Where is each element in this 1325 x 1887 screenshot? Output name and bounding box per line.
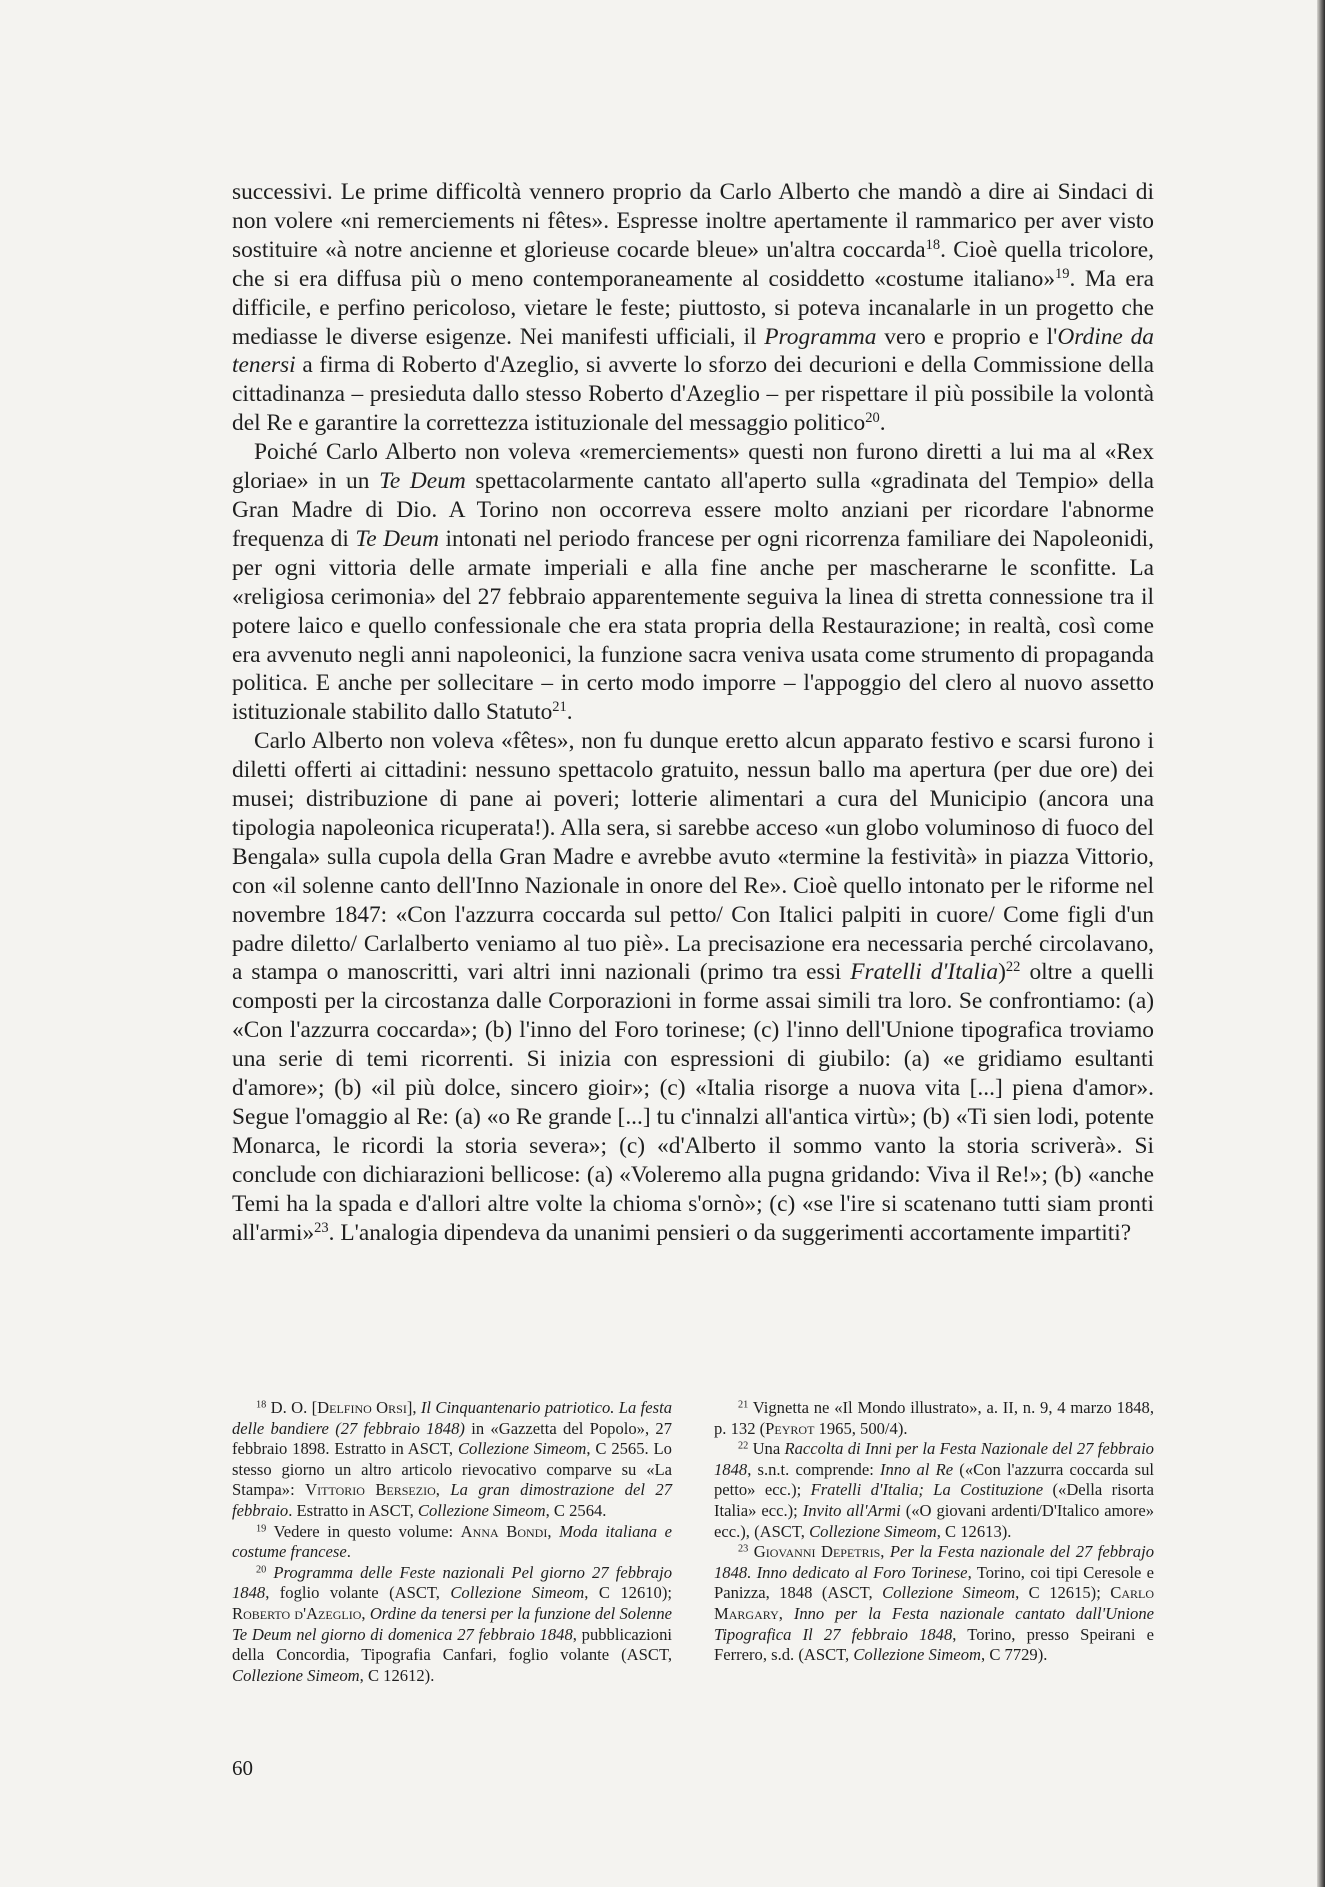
italic-title: Collezione Simeom xyxy=(457,1439,587,1459)
footnote-ref-19[interactable]: 19 xyxy=(1055,265,1070,282)
text-run: 1965, 500/4). xyxy=(814,1418,908,1438)
text-run: . L'analogia dipendeva da unanimi pensieri o da suggerimenti accortamente impartiti? xyxy=(328,1219,1132,1246)
text-run: («Con l'azzurra coccarda sul petto» ecc.); xyxy=(714,1459,1154,1500)
footnote-23 xyxy=(714,1542,1154,1666)
text-run: , xyxy=(778,1603,794,1623)
footnote-18 xyxy=(232,1398,672,1522)
paragraph-3 xyxy=(232,727,1154,1247)
footnote-number: 18 xyxy=(256,1399,267,1411)
text-run: , xyxy=(880,1542,890,1562)
italic-title: Collezione Simeom xyxy=(853,1645,982,1665)
text-run: , pubblicazioni della Concordia, Tipografia Canfari, foglio volante (ASCT, xyxy=(232,1624,672,1665)
text-run: , xyxy=(547,1521,560,1541)
text-run: , xyxy=(435,1480,451,1500)
italic-title: Collezione Simeom xyxy=(417,1500,546,1520)
italic-title: Per la Festa nazionale del 27 febbrajo 1848. Inno dedicato al Foro Torinese xyxy=(714,1542,1155,1582)
italic-title: Inno per la Festa nazionale cantato dall'Unione Tipografica Il 27 febbraio 1848 xyxy=(714,1603,1154,1644)
text-run: D. O. [ xyxy=(266,1398,318,1417)
text-run: , Torino, presso Speirani e Ferrero, s.d. (ASCT, xyxy=(714,1624,1154,1665)
italic-title: Te Deum xyxy=(355,525,439,552)
text-run: . xyxy=(879,410,886,437)
italic-title: Raccolta di Inni per la Festa Nazionale del 27 febbraio 1848 xyxy=(714,1439,1154,1479)
text-run: vero e proprio e l' xyxy=(876,323,1058,350)
paragraph-2 xyxy=(232,438,1154,727)
text-run: successivi. Le prime difficoltà vennero proprio da Carlo Alberto che mandò a dire ai Sindaci di non volere «ni remerciements ni fêtes». Espresse inoltre apertamente il rammarico per aver visto sostituire «à notre ancienne et glorieuse cocarde bleue» un'altra coccarda xyxy=(232,179,1154,263)
italic-title: Programma delle Feste nazionali Pel giorno 27 febbrajo 1848 xyxy=(232,1562,672,1603)
italic-title: Il Cinquantenario patriotico. La festa delle bandiere (27 febbraio 1848) xyxy=(232,1398,673,1438)
text-run: Vignetta ne «Il Mondo illustrato», a. II, n. 9, 4 marzo 1848, p. 132 ( xyxy=(714,1398,1154,1438)
italic-title: Collezione Simeom xyxy=(882,1583,1016,1603)
footnote-number: 22 xyxy=(738,1440,749,1452)
text-run: intonati nel periodo francese per ogni ricorrenza familiare dei Napoleonidi, per ogni vittoria delle armate imperiali e alla fine anche per mascherarne le sconfitte. La «religiosa cerimonia» del 27 febbraio apparentemente seguiva la linea di stretta connessione tra il potere laico e quello confessionale che era stata propria della Restaurazione; in realtà, così come era avvenuto negli anni napoleonici, la funzione sacra veniva usata come strumento di propaganda politica. E anche per sollecitare – in certo modo imporre – l'appoggio del clero al nuovo assetto istituzionale stabilito dallo Statuto xyxy=(232,525,1154,726)
footnote-21 xyxy=(714,1398,1154,1439)
text-run: , C 2565. Lo stesso giorno un altro articolo rievocativo comparve su «La Stampa»: xyxy=(232,1439,672,1500)
author-name: Peyrot xyxy=(765,1418,815,1438)
footnotes-left-column xyxy=(232,1398,672,1686)
text-run: ], xyxy=(406,1398,421,1417)
text-run: , C 12610); xyxy=(584,1583,672,1603)
footnote-ref-22[interactable]: 22 xyxy=(1005,959,1021,976)
text-run: , C 12615); xyxy=(1015,1583,1111,1603)
page-edge-shadow xyxy=(1317,0,1325,1887)
author-name: Delfino Orsi xyxy=(317,1398,407,1417)
author-name: Carlo Margary xyxy=(714,1583,1154,1623)
text-run: . Estratto in ASCT, xyxy=(288,1500,418,1520)
text-run: , C 12612). xyxy=(359,1665,435,1685)
italic-title: Inno al Re xyxy=(879,1459,954,1479)
footnote-number: 20 xyxy=(256,1564,267,1576)
text-run: , xyxy=(361,1603,370,1623)
main-text xyxy=(232,178,1154,1248)
text-run: Poiché Carlo Alberto non voleva «remerciements» questi non furono diretti a lui ma al «Rex gloriae» in un xyxy=(232,439,1154,495)
footnote-number: 19 xyxy=(256,1522,267,1534)
text-run: («Della risorta Italia» ecc.); xyxy=(714,1480,1154,1520)
text-run: , C 7729). xyxy=(981,1645,1048,1665)
italic-title: Te Deum xyxy=(379,468,466,495)
text-run: , Torino, coi tipi Ceresole e Panizza, 1848 (ASCT, xyxy=(714,1562,1155,1603)
italic-title: Ordine da tenersi per la funzione del Solenne Te Deum nel giorno di domenica 27 febbraio 1848 xyxy=(232,1603,672,1644)
text-run: , s.n.t. comprende: xyxy=(747,1459,880,1479)
paragraph-1 xyxy=(232,178,1154,438)
footnote-ref-20[interactable]: 20 xyxy=(865,410,880,427)
italic-title: Moda italiana e costume francese xyxy=(232,1521,672,1562)
footnote-20 xyxy=(232,1563,672,1687)
text-run: , C 2564. xyxy=(545,1500,607,1520)
italic-title: Collezione Simeom xyxy=(809,1521,937,1541)
text-run: Una xyxy=(748,1439,785,1459)
italic-title: Collezione Simeom xyxy=(232,1665,360,1685)
italic-title: Ordine da tenersi xyxy=(232,323,1155,379)
text-run: Vedere in questo volume: xyxy=(266,1521,461,1541)
footnotes-right-column xyxy=(714,1398,1154,1686)
italic-title: Fratelli d'Italia; La Costituzione xyxy=(810,1480,1044,1500)
italic-title: Collezione Simeom xyxy=(450,1583,585,1603)
author-name: Anna Bondi xyxy=(460,1521,548,1541)
text-run: ) xyxy=(998,959,1006,986)
author-name: Giovanni Depetris xyxy=(753,1542,881,1562)
footnote-ref-23[interactable]: 23 xyxy=(314,1219,329,1236)
italic-title: Invito all'Armi xyxy=(802,1500,901,1520)
text-run: a firma di Roberto d'Azeglio, si avverte lo sforzo dei decurioni e della Commissione della cittadinanza – presieduta dallo stesso Roberto d'Azeglio – per rispettare il più possibile la volontà del Re e garantire la correttezza istituzionale del messaggio politico xyxy=(232,352,1154,437)
footnote-22 xyxy=(714,1439,1154,1542)
footnote-number: 23 xyxy=(738,1543,749,1555)
italic-title: Fratelli d'Italia xyxy=(850,959,999,986)
italic-title: La gran dimostrazione del 27 febbraio xyxy=(232,1480,672,1520)
text-run: , C 12613). xyxy=(936,1521,1012,1541)
footnote-19 xyxy=(232,1522,672,1563)
text-run: . Ma era difficile, e perfino pericoloso, vietare le feste; piuttosto, si poteva incanalarle in un progetto che mediasse le diverse esigenze. Nei manifesti ufficiali, il xyxy=(232,265,1154,350)
text-run: oltre a quelli composti per la circostanza dalle Corporazioni in forme assai simili tra loro. Se confrontiamo: (a) «Con l'azzurra coccarda»; (b) l'inno del Foro torinese; (c) l'inno dell'Unione tipografica troviamo una serie di temi ricorrenti. Si inizia con espressioni di giubilo: (a) «e gridiamo esultanti d'amore»; (b) «il più dolce, sincero gioir»; (c) «Italia risorge a nuova vita [...] piena d'amor». Segue l'omaggio al Re: (a) «o Re grande [...] tu c'innalzi all'antica virtù»; (b) «Ti sien lodi, potente Monarca, le ricordi la storia severa»; (c) «d'Alberto il sommo vanto la storia scriverà». Si conclude con dichiarazioni bellicose: (a) «Voleremo alla pugna gridando: Viva il Re!»; (b) «anche Temi ha la spada e d'allori altre volte la chioma s'ornò»; (c) «se l'ire si scatenano tutti siam pronti all'armi» xyxy=(232,959,1155,1246)
italic-title: Programma xyxy=(764,323,877,350)
page-number: 60 xyxy=(232,1756,253,1780)
text-run: («O giovani ardenti/D'Italico amore» ecc.), (ASCT, xyxy=(714,1500,1155,1541)
author-name: Vittorio Bersezio xyxy=(305,1480,436,1500)
footnote-ref-18[interactable]: 18 xyxy=(925,236,941,253)
footnote-number: 21 xyxy=(738,1399,749,1411)
text-run: in «Gazzetta del Popolo», 27 febbraio 1898. Estratto in ASCT, xyxy=(232,1418,672,1459)
text-run: Carlo Alberto non voleva «fêtes», non fu dunque eretto alcun apparato festivo e scarsi furono i diletti offerti ai cittadini: nessuno spettacolo gratuito, nessun ballo ma apertura (per due ore) dei musei; distribuzione di pane ai poveri; lotterie alimentari a cura del Municipio (ancora una tipologia napoleonica ricuperata!). Alla sera, si sarebbe acceso «un globo voluminoso di fuoco del Bengala» sulla cupola della Gran Madre e avrebbe avuto «termine la festività» in piazza Vittorio, con «il solenne canto dell'Inno Nazionale in onore del Re». Cioè quello intonato per le riforme nel novembre 1847: «Con l'azzurra coccarda sul petto/ Con Italici palpiti in cuore/ Come figli d'un padre diletto/ Carlalberto veniamo al tuo piè». La precisazione era necessaria perché circolavano, a stampa o manoscritti, vari altri inni nazionali (primo tra essi xyxy=(232,728,1154,986)
text-run: . xyxy=(346,1542,351,1562)
author-name: Roberto d'Azeglio xyxy=(232,1603,362,1623)
text-run: , foglio volante (ASCT, xyxy=(265,1583,451,1603)
text-run: spettacolarmente cantato all'aperto sulla «gradinata del Tempio» della Gran Madre di Dio. A Torino non occorreva essere molto anziani per ricordare l'abnorme frequenza di xyxy=(232,468,1155,552)
footnote-ref-21[interactable]: 21 xyxy=(552,699,567,716)
text-run: . Cioè quella tricolore, che si era diffusa più o meno contemporaneamente al cosiddetto «costume italiano» xyxy=(232,236,1155,292)
footnotes xyxy=(232,1398,1154,1686)
text-run: . xyxy=(566,699,573,726)
